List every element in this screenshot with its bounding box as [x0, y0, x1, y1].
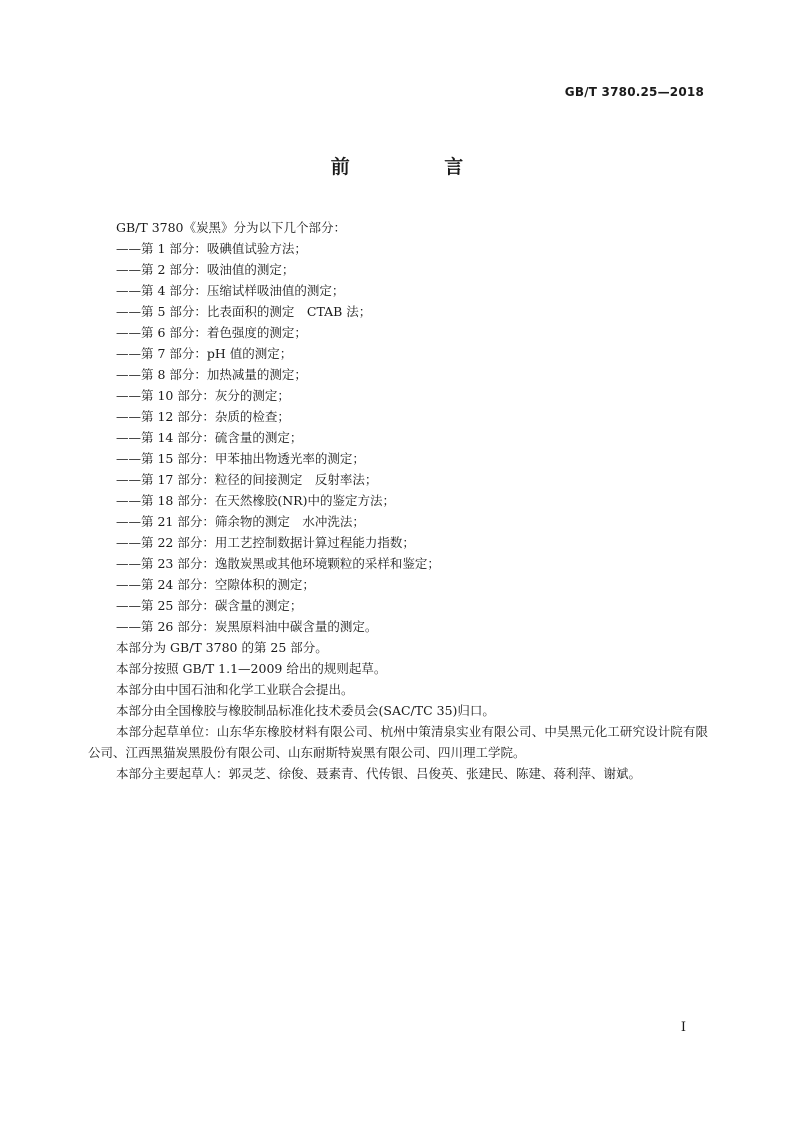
part-list-item: ——第 24 部分：空隙体积的测定；: [116, 577, 315, 592]
part-list-item: ——第 4 部分：压缩试样吸油值的测定；: [116, 283, 345, 298]
proposed-by-statement: 本部分由中国石油和化学工业联合会提出。: [116, 682, 354, 697]
part-list-item: ——第 17 部分：粒径的间接测定 反射率法；: [116, 472, 378, 487]
part-list-item: ——第 5 部分：比表面积的测定 CTAB 法；: [116, 304, 372, 319]
part-list-item: ——第 25 部分：碳含量的测定；: [116, 598, 303, 613]
jurisdiction-statement: 本部分由全国橡胶与橡胶制品标准化技术委员会(SAC/TC 35)归口。: [116, 703, 495, 718]
drafters-statement: 本部分主要起草人：郭灵芝、徐俊、聂素青、代传银、吕俊英、张建民、陈建、蒋利萍、谢斌。: [116, 766, 642, 781]
page-number: I: [680, 1020, 686, 1035]
standard-code: GB/T 3780.25—2018: [564, 85, 704, 99]
drafting-rules-statement: 本部分按照 GB/T 1.1—2009 给出的规则起草。: [116, 661, 387, 676]
part-list-item: ——第 7 部分：pH 值的测定；: [116, 346, 293, 361]
part-list-item: ——第 2 部分：吸油值的测定；: [116, 262, 295, 277]
part-list-item: ——第 14 部分：硫含量的测定；: [116, 430, 303, 445]
part-list-item: ——第 8 部分：加热减量的测定；: [116, 367, 307, 382]
part-list-item: ——第 1 部分：吸碘值试验方法；: [116, 241, 307, 256]
part-list-item: ——第 15 部分：甲苯抽出物透光率的测定；: [116, 451, 365, 466]
part-of-statement: 本部分为 GB/T 3780 的第 25 部分。: [116, 640, 328, 655]
part-list-item: ——第 10 部分：灰分的测定；: [116, 388, 290, 403]
part-list-item: ——第 21 部分：筛余物的测定 水冲洗法；: [116, 514, 365, 529]
part-list-item: ——第 22 部分：用工艺控制数据计算过程能力指数；: [116, 535, 415, 550]
part-list-item: ——第 18 部分：在天然橡胶(NR)中的鉴定方法；: [116, 493, 395, 508]
part-list-item: ——第 6 部分：着色强度的测定；: [116, 325, 307, 340]
foreword-body: [88, 217, 708, 784]
part-list-item: ——第 12 部分：杂质的检查；: [116, 409, 290, 424]
page-title: 前 言: [330, 156, 508, 178]
part-list-item: ——第 26 部分：炭黑原料油中碳含量的测定。: [116, 619, 378, 634]
intro-text: GB/T 3780《炭黑》分为以下几个部分：: [116, 220, 347, 235]
part-list-item: ——第 23 部分：逸散炭黑或其他环境颗粒的采样和鉴定；: [116, 556, 440, 571]
drafting-units-statement: 本部分起草单位：山东华东橡胶材料有限公司、杭州中策清泉实业有限公司、中昊黑元化工研究设计院有限公司、江西黑猫炭黑股份有限公司、山东耐斯特炭黑有限公司、四川理工学院。: [88, 724, 708, 760]
